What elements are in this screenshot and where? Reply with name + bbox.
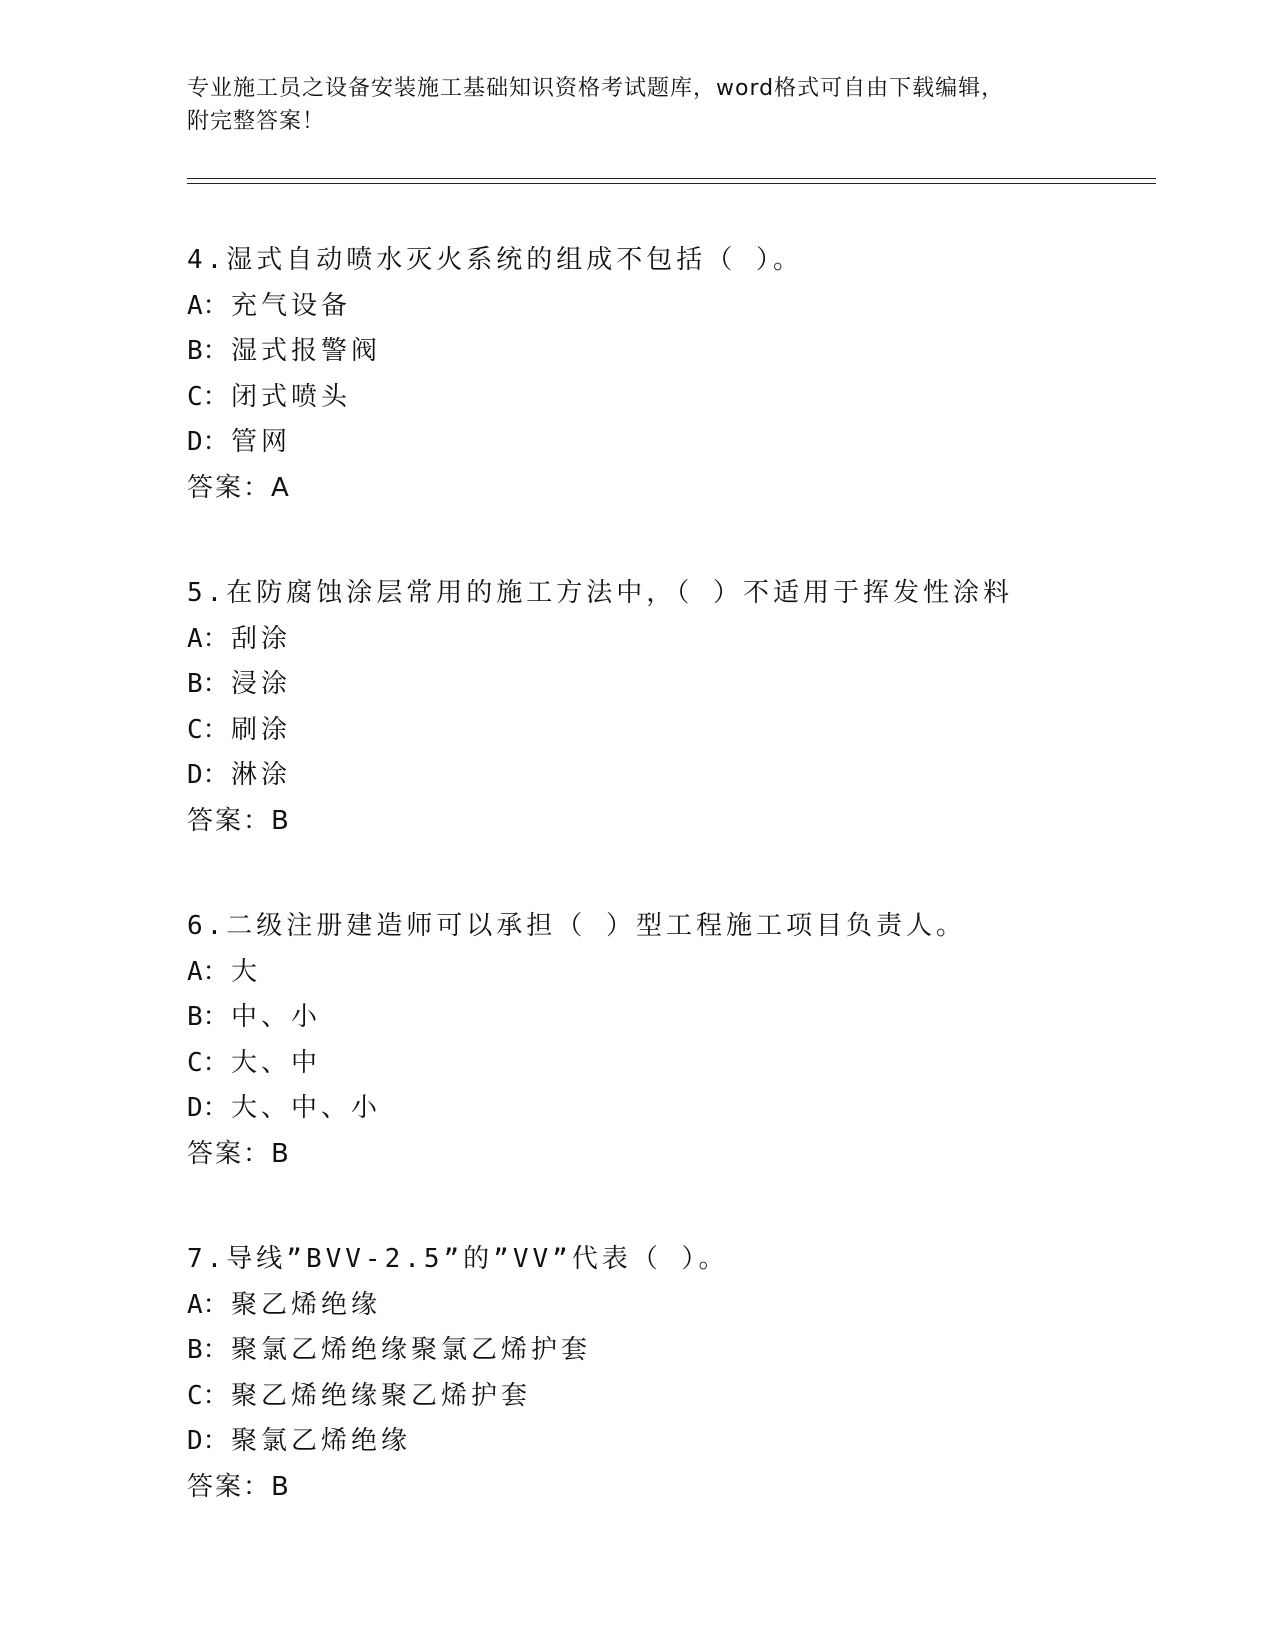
option-text: 大、中、小 bbox=[231, 1093, 382, 1123]
option-text: 聚氯乙烯绝缘 bbox=[231, 1426, 412, 1456]
header-line-1: 专业施工员之设备安装施工基础知识资格考试题库，word格式可自由下载编辑， bbox=[187, 76, 1005, 101]
option-key: D： bbox=[187, 1426, 229, 1456]
option-text: 聚乙烯绝缘 bbox=[231, 1289, 382, 1320]
option-text: 中、小 bbox=[231, 1002, 322, 1032]
answer-line: 答案：B bbox=[187, 1471, 291, 1502]
option-b bbox=[187, 995, 1147, 1041]
option-b bbox=[187, 1328, 1147, 1374]
option-b bbox=[187, 329, 1147, 375]
option-text: 刮涂 bbox=[231, 623, 292, 654]
option-a bbox=[187, 617, 1147, 663]
option-key: B： bbox=[187, 1002, 229, 1032]
option-key: C： bbox=[187, 1047, 229, 1078]
option-text: 充气设备 bbox=[231, 290, 352, 321]
option-key: D： bbox=[187, 1093, 229, 1123]
option-text: 聚氯乙烯绝缘聚氯乙烯护套 bbox=[231, 1335, 592, 1365]
option-d bbox=[187, 753, 1147, 799]
option-text: 聚乙烯绝缘聚乙烯护套 bbox=[231, 1380, 532, 1411]
document-header bbox=[187, 72, 1087, 138]
option-key: B： bbox=[187, 1335, 229, 1365]
option-key: B： bbox=[187, 669, 229, 699]
header-divider-top bbox=[187, 178, 1156, 179]
question-6 bbox=[187, 904, 1147, 1177]
option-key: D： bbox=[187, 760, 229, 790]
option-c bbox=[187, 375, 1147, 421]
option-key: C： bbox=[187, 1380, 229, 1411]
question-title: 4.湿式自动喷水灭火系统的组成不包括（ ）。 bbox=[187, 245, 803, 275]
answer-line: 答案：B bbox=[187, 1138, 291, 1169]
option-text: 浸涂 bbox=[231, 669, 292, 699]
option-c bbox=[187, 708, 1147, 754]
option-text: 湿式报警阀 bbox=[231, 336, 382, 366]
option-text: 刷涂 bbox=[231, 714, 292, 745]
option-d bbox=[187, 420, 1147, 466]
option-c bbox=[187, 1374, 1147, 1420]
question-title: 7.导线”BVV-2.5”的”VV”代表（ ）。 bbox=[187, 1244, 729, 1274]
option-key: C： bbox=[187, 714, 229, 745]
option-d bbox=[187, 1086, 1147, 1132]
option-text: 大、中 bbox=[231, 1047, 322, 1078]
option-text: 闭式喷头 bbox=[231, 381, 352, 412]
option-a bbox=[187, 950, 1147, 996]
option-key: C： bbox=[187, 381, 229, 412]
question-5 bbox=[187, 571, 1147, 844]
option-key: B： bbox=[187, 336, 229, 366]
answer-line: 答案：A bbox=[187, 472, 291, 503]
option-d bbox=[187, 1419, 1147, 1465]
header-divider-bottom bbox=[187, 183, 1156, 184]
answer-line: 答案：B bbox=[187, 805, 291, 836]
option-text: 淋涂 bbox=[231, 760, 292, 790]
option-text: 管网 bbox=[231, 427, 292, 457]
option-b bbox=[187, 662, 1147, 708]
option-key: D： bbox=[187, 427, 229, 457]
option-key: A： bbox=[187, 1289, 229, 1320]
question-list bbox=[187, 238, 1147, 1570]
option-text: 大 bbox=[231, 956, 262, 987]
option-key: A： bbox=[187, 623, 229, 654]
question-title: 5.在防腐蚀涂层常用的施工方法中，（ ）不适用于挥发性涂料 bbox=[187, 578, 1013, 608]
option-c bbox=[187, 1041, 1147, 1087]
option-key: A： bbox=[187, 290, 229, 321]
option-a bbox=[187, 284, 1147, 330]
header-line-2: 附完整答案！ bbox=[187, 109, 326, 134]
question-title: 6.二级注册建造师可以承担（ ）型工程施工项目负责人。 bbox=[187, 911, 966, 941]
question-7 bbox=[187, 1237, 1147, 1510]
option-a bbox=[187, 1283, 1147, 1329]
option-key: A： bbox=[187, 956, 229, 987]
question-4 bbox=[187, 238, 1147, 511]
